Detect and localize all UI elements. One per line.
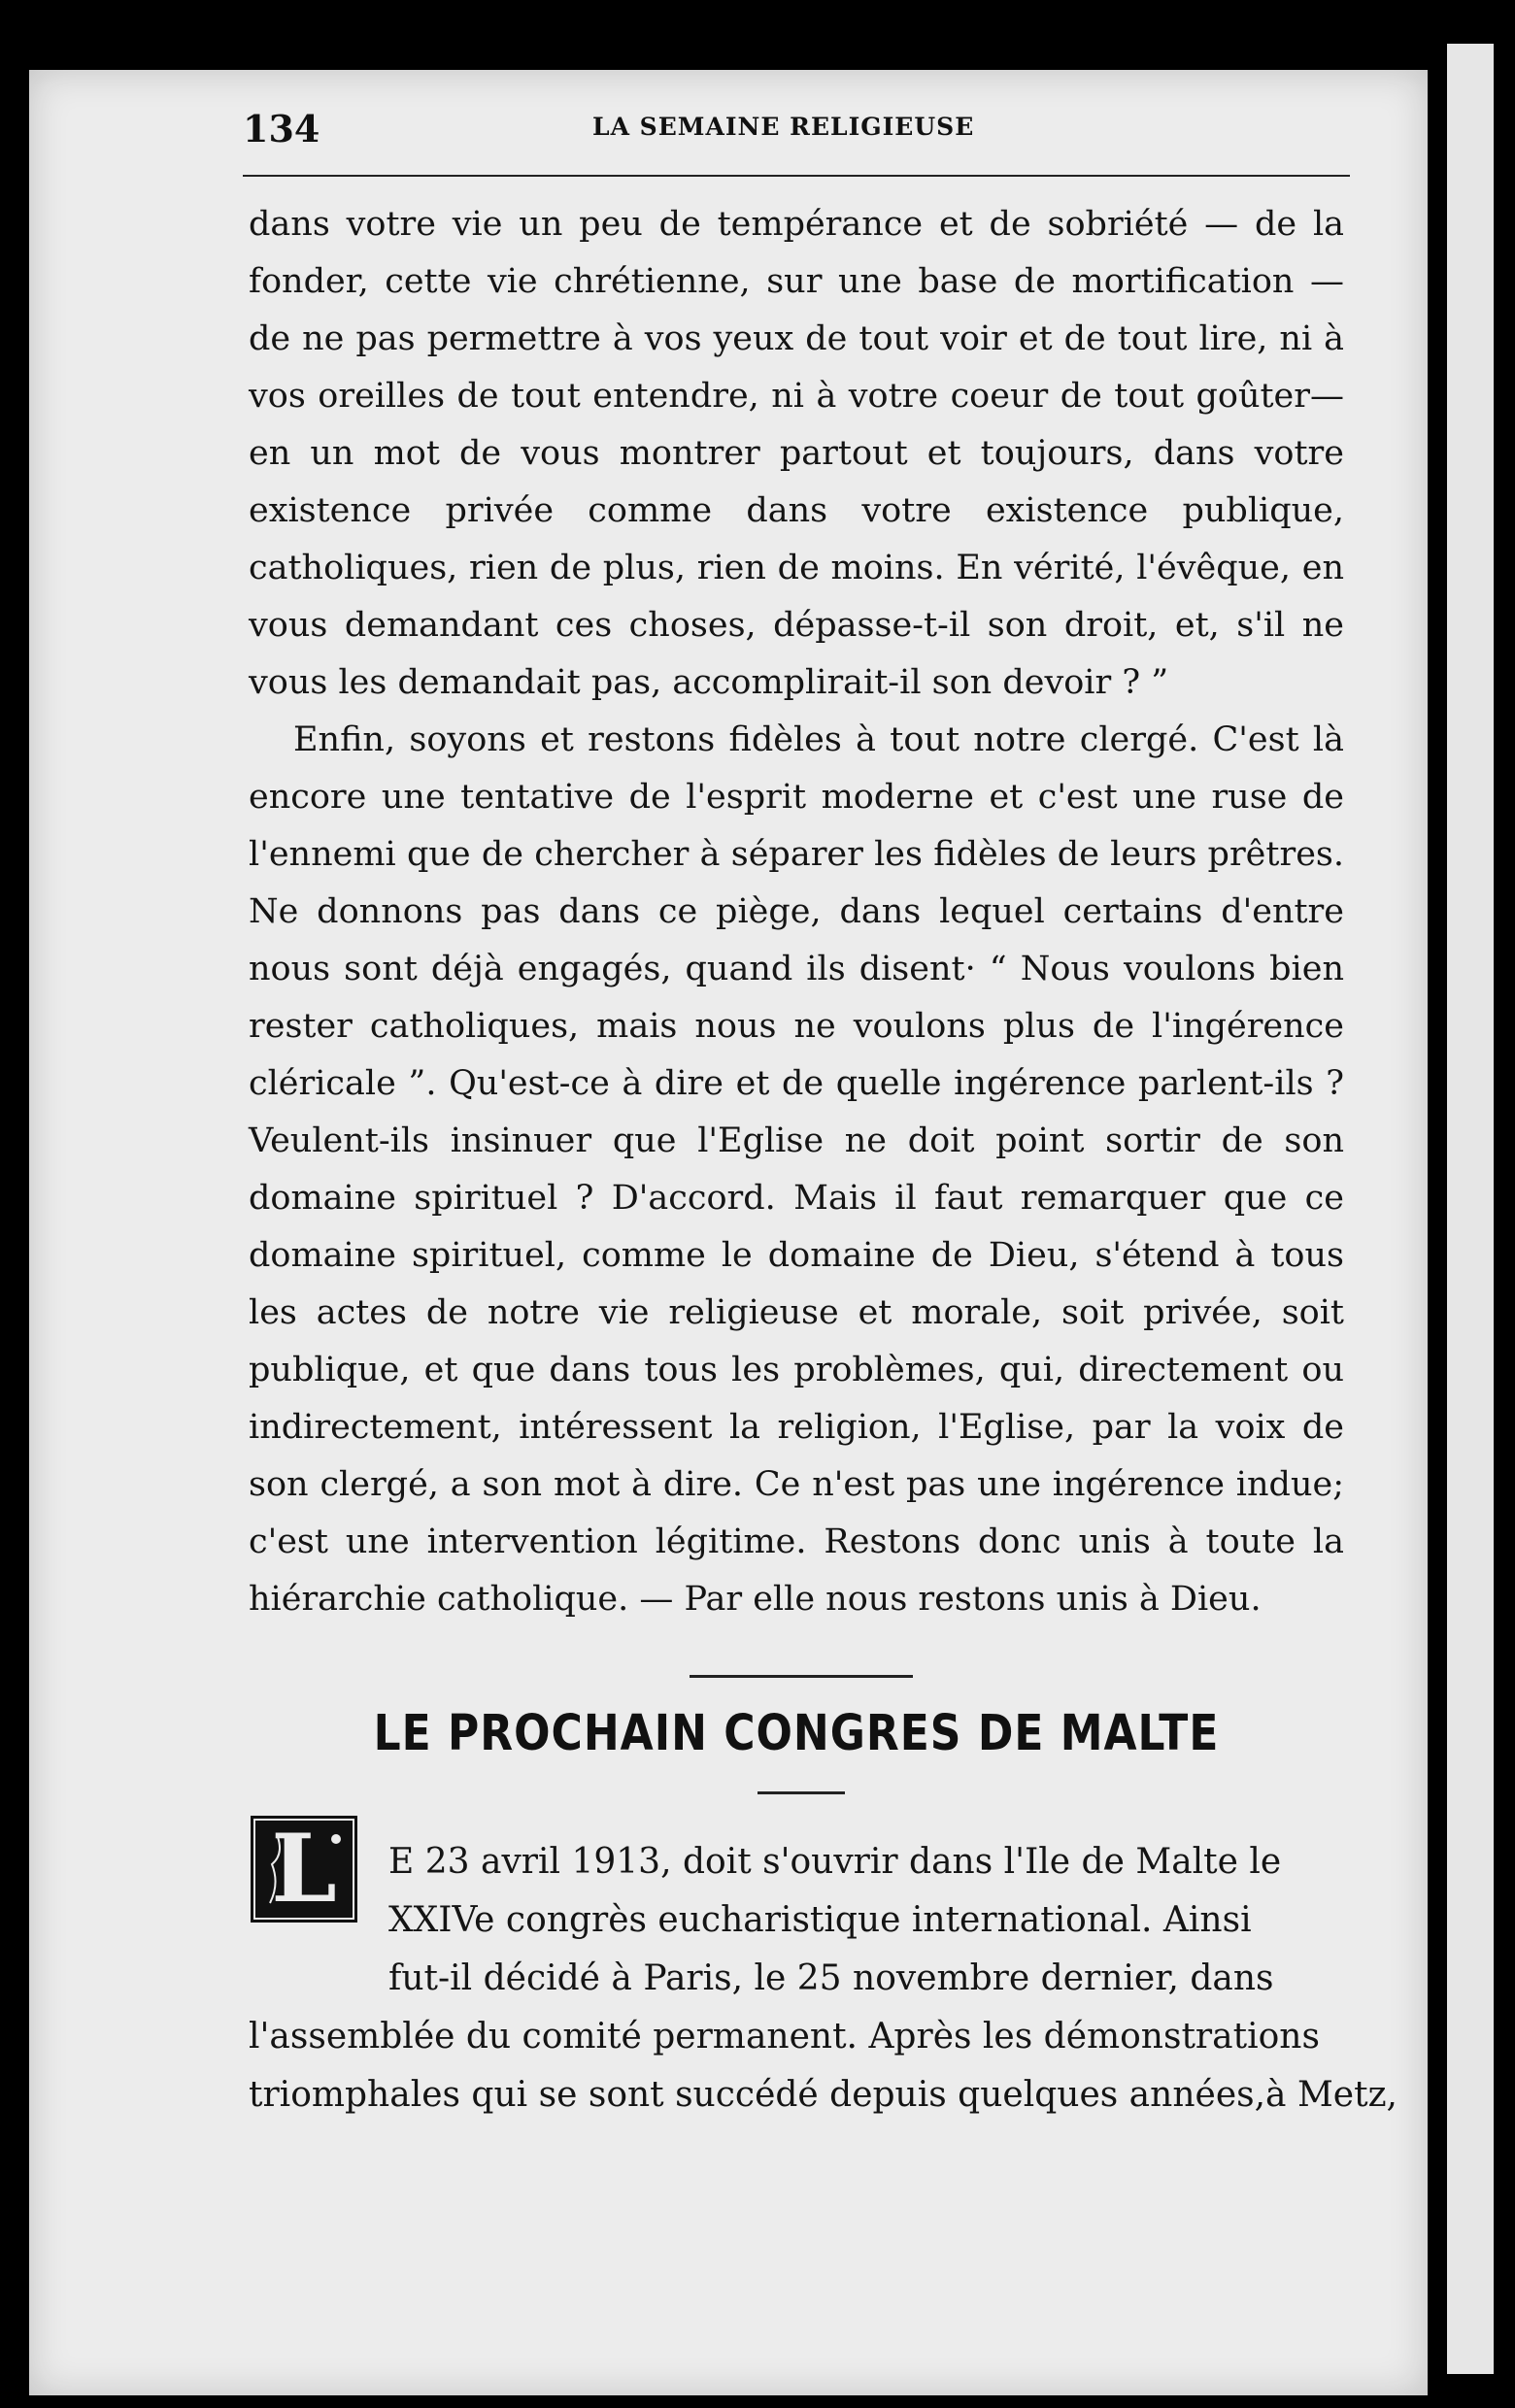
running-title: LA SEMAINE RELIGIEUSE [592,113,975,141]
page-number: 134 [243,107,320,150]
dropcap-letter: L [271,1814,337,1923]
section-line: fut-il décidé à Paris, le 25 novembre dernier, dans [388,1958,1274,1998]
paragraph: Enfin, soyons et restons fidèles à tout notre clergé. C'est là encore une tentative de l'esprit moderne et c'est une ruse de l'ennemi que de chercher à séparer les fidèles de leurs prêtres. Ne donnons pas dans ce piège, dans lequel certains d'entre nous sont déjà engagés, quand ils disent· “ Nous voulons bien rester catholiques, mais nous ne voulons plus de l'ingérence cléricale ”. Qu'est-ce à dire et de quelle ingérence parlent-ils ? Veulent-ils insinuer que l'Eglise ne doit point sortir de son domaine spirituel ? D'accord. Mais il faut remarquer que ce domaine spirituel, comme le domaine de Dieu, s'étend à tous les actes de notre vie religieuse et morale, soit privée, soit publique, et que dans tous les problèmes, qui, directement ou indirectement, intéressent la religion, l'Eglise, par la voix de son clergé, a son mot à dire. Ce n'est pas une ingérence indue; c'est une intervention légitime. Restons donc unis à toute la hiérarchie catholique. — Par elle nous restons unis à Dieu. [249,720,1344,1619]
section-separator [690,1675,913,1678]
paragraph-continued: dans votre vie un peu de tempérance et de sobriété — de la fonder, cette vie chrétienne, sur une base de mortification — de ne pas permettre à vos yeux de tout voir et de tout lire, ni à vos oreilles de tout entendre, ni à votre coeur de tout goûter— en un mot de vous montrer partout et toujours, dans votre existence privée comme dans votre existence publique, catholiques, rien de plus, rien de moins. En vérité, l'évêque, en vous demandant ces choses, dépasse-t-il son droit, et, s'il ne vous les demandait pas, accomplirait-il son devoir ? ” [249,205,1344,702]
section-line: XXIVe congrès eucharistique international. Ainsi [388,1900,1252,1940]
section-line: l'assemblée du comité permanent. Après les démonstrations [249,2017,1320,2057]
body-text [249,196,1344,1628]
section-title: LE PROCHAIN CONGRES DE MALTE [373,1705,1220,1762]
adjacent-page-edge [1447,44,1494,2374]
page-header [243,107,1350,165]
ornamental-dropcap [251,1816,357,1923]
section-line: triomphales qui se sont succédé depuis quelques années,à Metz, [249,2075,1397,2115]
header-rule [243,175,1350,177]
title-rule [758,1791,845,1794]
section-line: E 23 avril 1913, doit s'ouvrir dans l'Ile de Malte le [388,1842,1282,1882]
